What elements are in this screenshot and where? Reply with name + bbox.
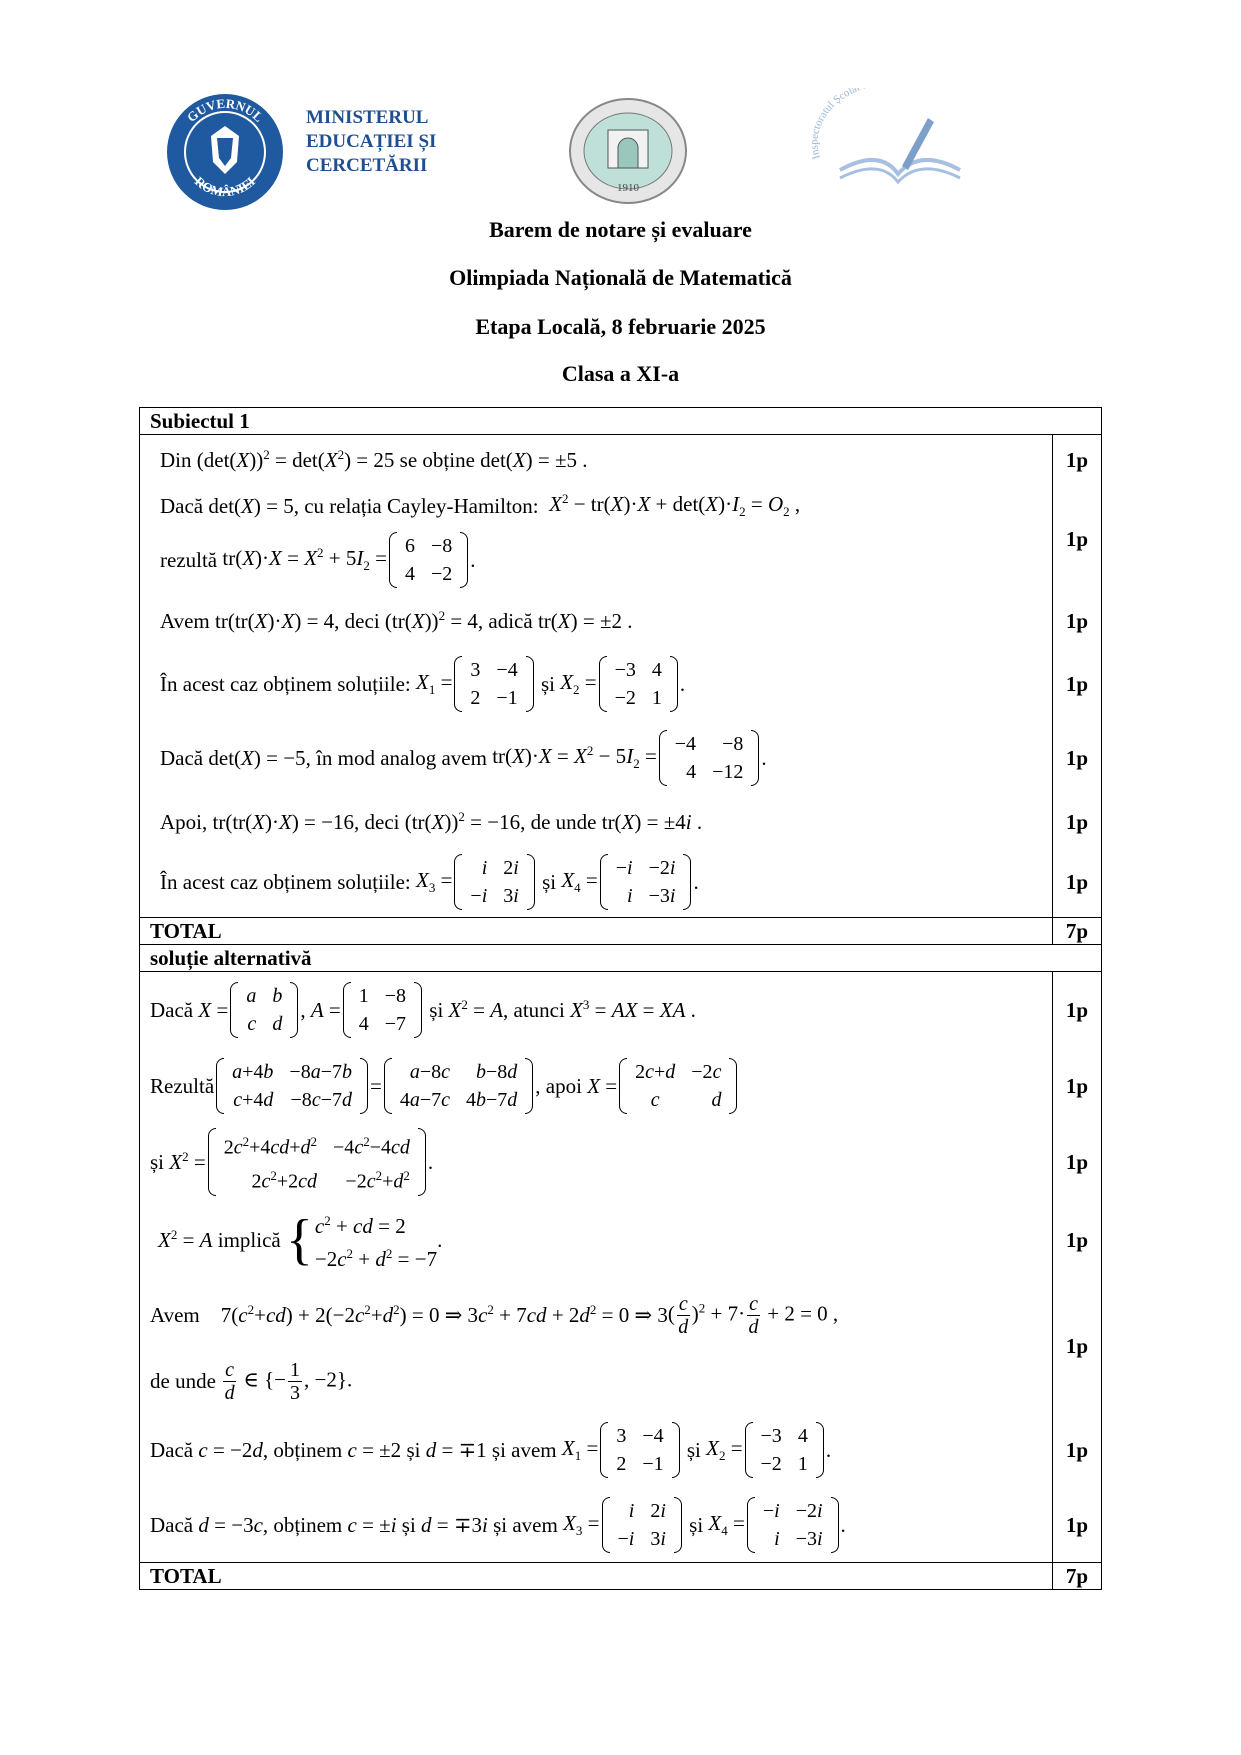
formula: X = — [587, 1073, 618, 1098]
step-3: rezultă $tr(X)\cdot X = X^2 + 5I_2$ = 6 −8 4 −2 . — [160, 527, 1042, 593]
step-4: Avem tr(tr(X)·X) = 4 , deci $(tr(X))^2 = 4$ , adică tr(X) = ±2 . — [160, 608, 633, 633]
alt-step-4: $X^2 = A$ implică { $c^2$ + cd = 2 $-2c^2 + d^2 = -7$ . — [158, 1209, 443, 1271]
formula: $X_1$ = — [416, 669, 453, 698]
matrix: 1 −8 4 −7 — [343, 982, 422, 1038]
formula: det(X) = −5 — [208, 745, 306, 770]
alt-step-5a: Avem $7(c^2+cd) + 2(-2c^2+d^2) = 0$ ⇒ $3c^2 + 7cd + 2d^2 = 0$ ⇒ 3 ( $\frac{c}{d}$ )$^2$ + 7· $\frac{c}{d}$ + 2 = 0 , — [150, 1292, 839, 1338]
svg-text:ROMÂNIEI: ROMÂNIEI — [191, 173, 259, 200]
ministry-name: MINISTERUL EDUCAȚIEI ȘI CERCETĂRII — [306, 107, 437, 176]
title-class: Clasa a XI-a — [561, 361, 680, 386]
points-column: 1p 1p 1p 1p 1p 1p 1p — [1053, 435, 1102, 918]
matrix: 6 −8 4 −2 — [389, 532, 468, 588]
formula: d = ∓1 — [425, 1437, 487, 1462]
equation-system: { $c^2$ + cd = 2 $-2c^2 + d^2 = -7$ — [285, 1209, 438, 1271]
alt-step-5b: de unde $\frac{c}{d}$ ∈ {− $\frac{1}{3}$ , −2}. — [150, 1358, 353, 1404]
formula: d = ∓3i — [421, 1512, 488, 1537]
subject-header: Subiectul 1 — [140, 408, 1102, 435]
alt-step-7: Dacă d = −3c , obținem c = ±i și d = ∓3i și avem $X_3$ = i 2i −i 3i și $X_4$ = −i −2i i −3i . — [150, 1488, 1042, 1562]
formula: c = ±2 — [347, 1437, 402, 1462]
formula: $(\det(X))^2 = \det(X^2) = 25$ — [196, 447, 395, 472]
matrix: 3 −4 2 −1 — [600, 1422, 679, 1478]
formula: $(tr(X))^2 = -16$ — [404, 809, 521, 834]
svg-text:GUVERNUL: GUVERNUL — [183, 95, 267, 125]
matrix: a−8c b−8d 4a−7c 4b−7d — [384, 1058, 533, 1114]
formula: $X_2$ = — [560, 669, 597, 698]
svg-text:1910: 1910 — [617, 182, 639, 194]
formula: c = −2d — [198, 1437, 263, 1462]
title-stage: Etapa Locală, 8 februarie 2025 — [475, 314, 766, 339]
grading-table — [139, 407, 1102, 1590]
formula: $X_2$ = — [706, 1435, 743, 1464]
points-column-alt: 1p 1p 1p 1p 1p 1p 1p — [1053, 972, 1102, 1563]
formula: ( $\frac{c}{d}$ )$^2$ + 7· $\frac{c}{d}$ + 2 = 0 , — [667, 1292, 839, 1338]
step-2: Dacă det(X) = 5 , cu relația Cayley-Hamilton: $X^2 - tr(X)\cdot X + \det(X)\cdot I_2 = O_2$ , — [160, 491, 801, 520]
formula: $tr(X)\cdot X = X^2 - 5I_2$ = — [492, 743, 657, 772]
isj-logo — [810, 88, 980, 188]
formula: $X_4$ = — [561, 867, 598, 896]
alt-step-3: și $X^2$ = $2c^2+4cd+d^2$ $-4c^2-4cd$ $2c^2+2cd$ $-2c^2+d^2$ . — [150, 1124, 1042, 1200]
formula: $X^2 = A$ — [158, 1227, 213, 1252]
title-barem: Barem de notare și evaluare — [489, 217, 752, 242]
formula: $tr(X)\cdot X = X^2 + 5I_2$ = — [222, 545, 387, 574]
formula: $\frac{c}{d}$ ∈ {− $\frac{1}{3}$ , −2}. — [224, 1358, 353, 1404]
formula: $X^2 = A$ — [448, 997, 504, 1022]
formula: det(X) = 5 — [208, 493, 294, 518]
matrix: i 2i −i 3i — [454, 854, 534, 910]
matrix: i 2i −i 3i — [602, 1497, 682, 1553]
title-olympiad: Olimpiada Națională de Matematică — [449, 265, 792, 290]
alt-step-1: Dacă X = a b c d , A = 1 −8 4 −7 și $X^2 = A$ , atunci $X^3$ = AX = XA . — [150, 972, 1042, 1048]
formula: tr(tr(X)·X) = 4 — [215, 608, 335, 633]
formula: $X^2$ = — [169, 1149, 206, 1174]
matrix: $2c^2+4cd+d^2$ $-4c^2-4cd$ $2c^2+2cd$ $-2c^2+d^2$ — [208, 1128, 426, 1195]
matrix: −i −2i i −3i — [600, 854, 692, 910]
formula: $(tr(X))^2 = 4$ — [384, 608, 478, 633]
government-logo — [165, 92, 285, 212]
total-label: TOTAL — [140, 918, 1053, 945]
matrix: −3 4 −2 1 — [745, 1422, 824, 1478]
total-label-alt: TOTAL — [140, 1563, 1053, 1590]
alternative-solution-header: soluție alternativă — [140, 945, 1102, 972]
matrix: −i −2i i −3i — [747, 1497, 839, 1553]
step-7: Apoi, tr(tr(X)·X) = −16 , deci $(tr(X))^2 = -16$ , de unde tr(X) = ±4i . — [160, 809, 703, 834]
formula: $X_3$ = — [563, 1510, 600, 1539]
formula: $X^2 - tr(X)\cdot X + \det(X)\cdot I_2 = O_2$ , — [549, 491, 801, 520]
alternative-solution — [140, 972, 1053, 1563]
matrix: 3 −4 2 −1 — [454, 656, 533, 712]
formula: A = — [310, 997, 341, 1022]
society-logo — [568, 96, 688, 206]
main-solution — [140, 435, 1053, 918]
formula: $X_1$ = — [561, 1435, 599, 1464]
formula: $X_4$ = — [708, 1510, 745, 1539]
total-points: 7p — [1053, 918, 1102, 945]
matrix: a+4b −8a−7b c+4d −8c−7d — [216, 1058, 368, 1114]
formula: c = ±i — [347, 1512, 397, 1537]
step-1: Din $(\det(X))^2 = \det(X^2) = 25$ se obține det(X) = ±5 . — [160, 447, 588, 472]
matrix: −4 −8 4 −12 — [659, 730, 760, 786]
formula: tr(X) = ±4i . — [601, 809, 703, 834]
alt-step-6: Dacă c = −2d , obținem c = ±2 și d = ∓1 și avem $X_1$ = 3 −4 2 −1 și $X_2$ = −3 4 −2 1 . — [150, 1412, 1042, 1488]
formula: tr(X) = ±2 . — [537, 608, 633, 633]
total-points-alt: 7p — [1053, 1563, 1102, 1590]
step-6: Dacă det(X) = −5 , în mod analog avem $tr(X)\cdot X = X^2 - 5I_2$ = −4 −8 4 −12 . — [160, 719, 1042, 797]
alt-step-2: Rezultă a+4b −8a−7b c+4d −8c−7d = a−8c b−8d 4a−7c 4b−7d , apoi X = 2c+d −2c c d — [150, 1048, 1042, 1124]
matrix: −3 4 −2 1 — [599, 656, 678, 712]
formula: d = −3c — [198, 1512, 263, 1537]
matrix: a b c d — [230, 982, 298, 1038]
step-5: În acest caz obținem soluțiile: $X_1$ = 3 −4 2 −1 și $X_2$ = −3 4 −2 1 . — [160, 649, 1042, 719]
formula: $X_3$ = — [416, 867, 453, 896]
formula: det(X) = ±5 . — [480, 447, 588, 472]
matrix: 2c+d −2c c d — [619, 1058, 737, 1114]
svg-text:Inspectoratul Școlar Județean: In ctoratul Școla — [810, 88, 859, 161]
formula: X = — [198, 997, 229, 1022]
formula: $7(c^2+cd) + 2(-2c^2+d^2) = 0$ ⇒ $3c^2 + 7cd + 2d^2 = 0$ ⇒ 3 — [220, 1302, 668, 1327]
formula: $X^3$ = AX = XA . — [570, 997, 696, 1022]
step-8: În acest caz obținem soluțiile: $X_3$ = i 2i −i 3i și $X_4$ = −i −2i i −3i . — [160, 847, 1042, 917]
formula: tr(tr(X)·X) = −16 — [212, 809, 354, 834]
